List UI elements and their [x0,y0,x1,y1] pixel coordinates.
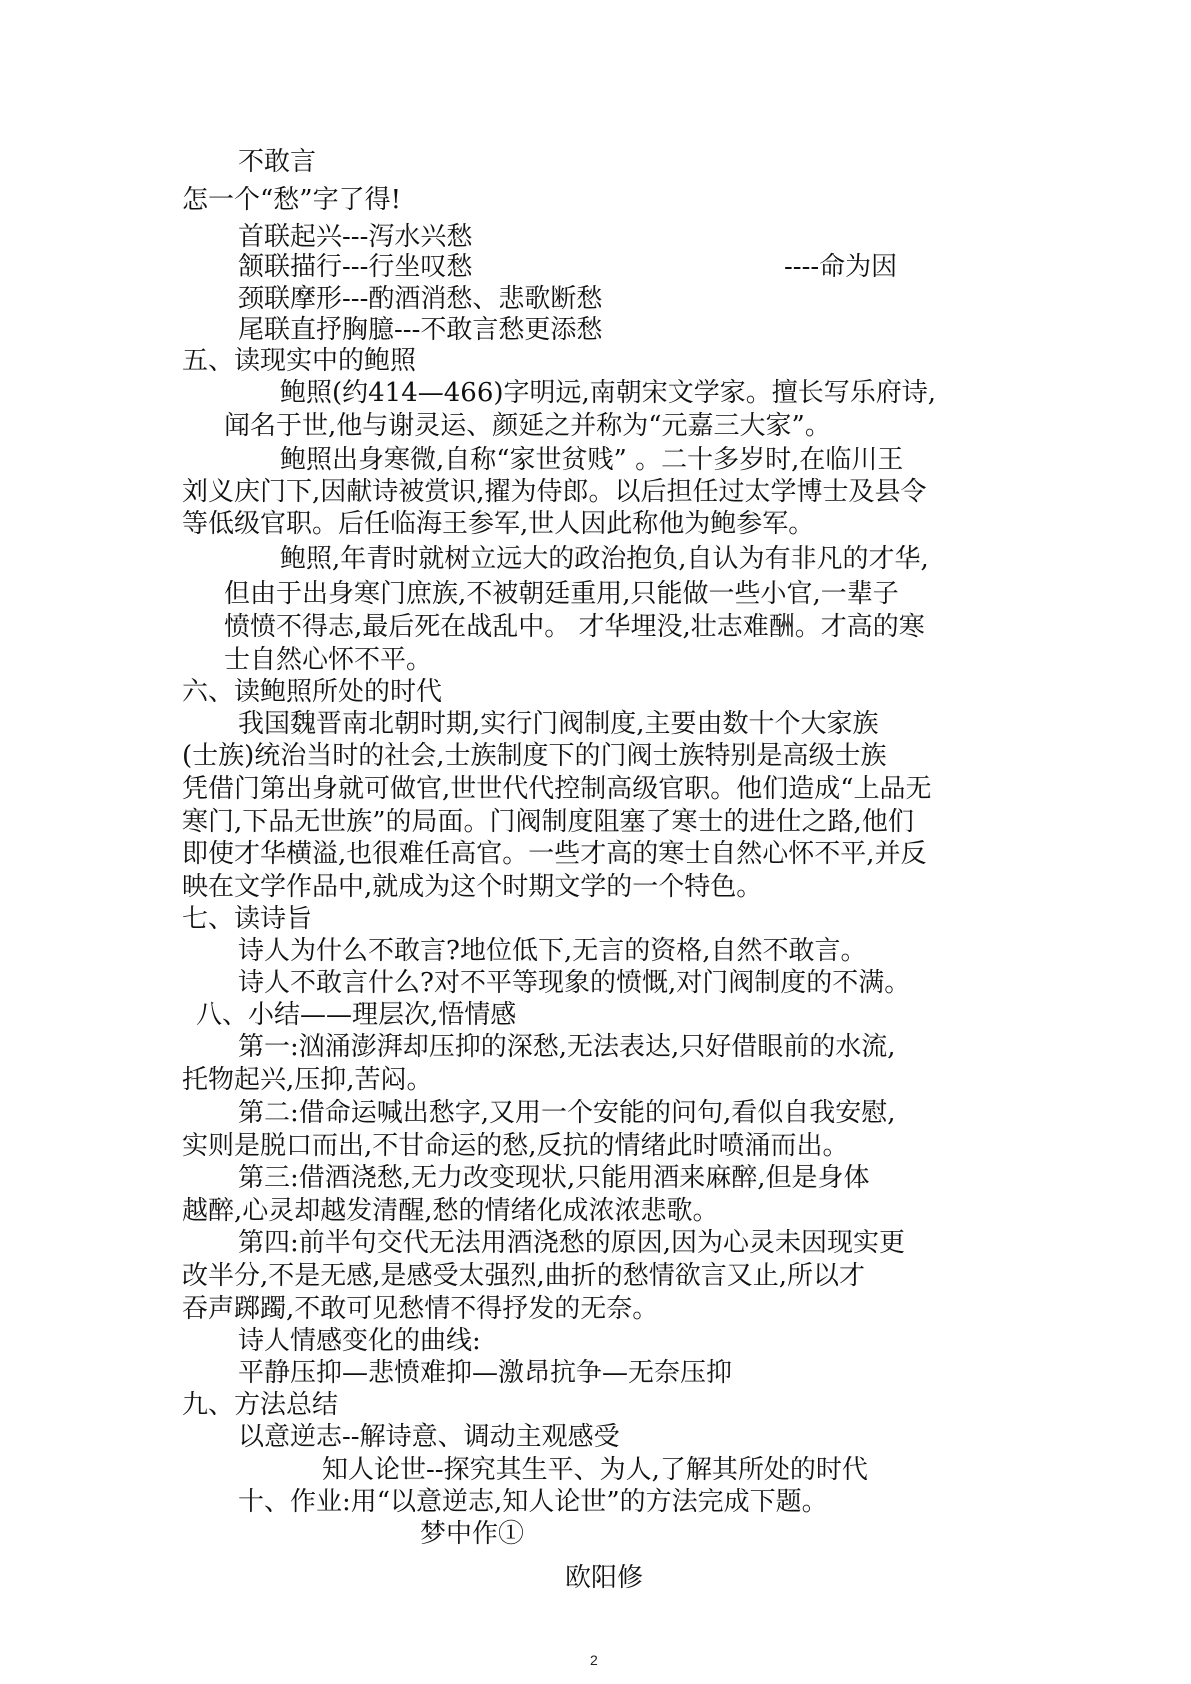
text-line: 鲍照(约414—466)字明远,南朝宋文学家。擅长写乐府诗, [280,378,937,408]
text-line: 凭借门第出身就可做官,世世代代控制高级官职。他们造成“上品无 [182,774,932,804]
section-heading: 九、方法总结 [182,1390,339,1420]
section-heading: 十、作业:用“以意逆志,知人论世”的方法完成下题。 [238,1487,828,1517]
text-line: (士族)统治当时的社会,士族制度下的门阀士族特别是高级士族 [182,741,887,771]
text-line: 以意逆志--解诗意、调动主观感受 [238,1422,620,1452]
text-line: 吞声踯躅,不敢可见愁情不得抒发的无奈。 [182,1294,659,1324]
text-line: 闻名于世,他与谢灵运、颜延之并称为“元嘉三大家”。 [224,411,831,441]
text-line: 平静压抑—悲愤难抑—激昂抗争—无奈压抑 [238,1358,733,1388]
text-line: 实则是脱口而出,不甘命运的愁,反抗的情绪此时喷涌而出。 [182,1131,849,1161]
text-line: 士自然心怀不平。 [224,645,433,675]
section-heading: 七、读诗旨 [182,904,313,934]
text-line: 鲍照,年青时就树立远大的政治抱负,自认为有非凡的才华, [280,544,929,574]
text-line: 即使才华横溢,也很难任高官。一些才高的寒士自然心怀不平,并反 [182,839,927,869]
text-line: 诗人为什么不敢言?地位低下,无言的资格,自然不敢言。 [238,936,867,966]
text-line: 颔联描行---行坐叹愁 [238,252,473,282]
text-line: 改半分,不是无感,是感受太强烈,曲折的愁情欲言又止,所以才 [182,1261,866,1291]
section-heading: 八、小结——理层次,悟情感 [196,1000,517,1030]
text-line: 知人论世--探究其生平、为人,了解其所处的时代 [322,1455,868,1485]
poem-title: 梦中作① [420,1519,525,1549]
text-line: 诗人情感变化的曲线: [238,1326,481,1356]
text-line: 映在文学作品中,就成为这个时期文学的一个特色。 [182,872,763,902]
section-heading: 五、读现实中的鲍照 [182,346,417,376]
text-line: 诗人不敢言什么?对不平等现象的愤慨,对门阀制度的不满。 [238,968,911,998]
text-line: 首联起兴---泻水兴愁 [238,222,473,252]
text-line: 寒门,下品无世族”的局面。门阀制度阻塞了寒士的进仕之路,他们 [182,807,914,837]
text-line: 鲍照出身寒微,自称“家世贫贱” 。二十多岁时,在临川王 [280,445,904,475]
text-line: 等低级官职。后任临海王参军,世人因此称他为鲍参军。 [182,509,815,539]
text-line: 第三:借酒浇愁,无力改变现状,只能用酒来麻醉,但是身体 [238,1163,870,1193]
poem-author: 欧阳修 [565,1563,644,1593]
text-line: 第四:前半句交代无法用酒浇愁的原因,因为心灵未因现实更 [238,1228,906,1258]
section-heading: 六、读鲍照所处的时代 [182,677,443,707]
text-line: 怎一个“愁”字了得! [182,185,402,215]
text-line: 愤愤不得志,最后死在战乱中。 才华埋没,壮志难酬。才高的寒 [224,612,925,642]
text-line: 我国魏晋南北朝时期,实行门阀制度,主要由数十个大家族 [238,709,879,739]
text-line: 越醉,心灵却越发清醒,愁的情绪化成浓浓悲歌。 [182,1196,719,1226]
text-line: ----命为因 [784,252,898,282]
text-line: 不敢言 [238,147,317,177]
text-line: 第一:汹涌澎湃却压抑的深愁,无法表达,只好借眼前的水流, [238,1032,896,1062]
text-line: 第二:借命运喊出愁字,又用一个安能的问句,看似自我安慰, [238,1098,896,1128]
text-line: 颈联摩形---酌酒消愁、悲歌断愁 [238,284,603,314]
text-line: 托物起兴,压抑,苦闷。 [182,1065,433,1095]
page-number: 2 [590,1652,598,1668]
text-line: 尾联直抒胸臆---不敢言愁更添愁 [238,315,603,345]
text-line: 刘义庆门下,因献诗被赏识,擢为侍郎。以后担任过太学博士及县令 [182,477,927,507]
text-line: 但由于出身寒门庶族,不被朝廷重用,只能做一些小官,一辈子 [224,579,899,609]
